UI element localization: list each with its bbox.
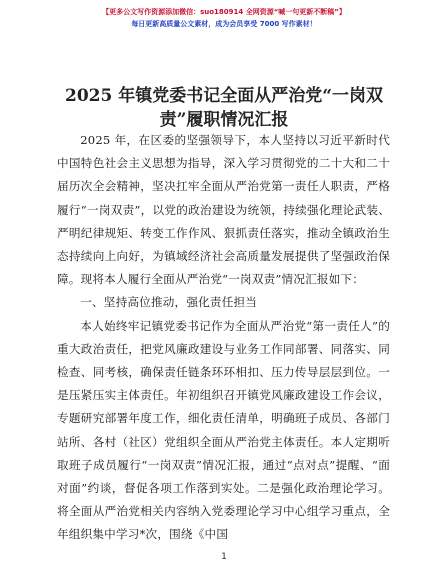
title-line-2: 责”履职情况汇报: [159, 110, 289, 130]
page-number: 1: [221, 552, 227, 562]
paragraph-intro: 2025 年，在区委的坚强领导下，本人坚持以习近平新时代中国特色社会主义思想为指导，深入学习贯彻党的二十大和二十届历次全会精神，坚决扛牢全面从严治党第一责任人职责，严格履行“一岗双责”，以党的政治建设为统领，持续强化理论武装、严明纪律规矩、转变工作作风、狠抓责任落实，推动全镇政治生态持续向上向好，为镇域经济社会高质量发展提供了坚强政治保障。现将本人履行全面从严治党“一岗双责”情况汇报如下：: [57, 133, 390, 287]
document-title: [24, 84, 424, 132]
section-heading: 一、坚持高位推动，强化责任担当: [80, 295, 258, 310]
paragraph-body: 本人始终牢记镇党委书记作为全面从严治党“第一责任人”的重大政治责任，把党风廉政建设与业务工作同部署、同落实、同检查、同考核，确保责任链条环环相扣、压力传导层层到位。一是压紧压实主体责任。年初组织召开镇党风廉政建设工作会议，专题研究部署年度工作，细化责任清单，明确班子成员、各部门站所、各村（社区）党组织全面从严治党主体责任。本人定期听取班子成员履行“一岗双责”情况汇报，通过“点对点”提醒、“面对面”约谈，督促各项工作落到实处。二是强化政治理论学习。将全面从严治党相关内容纳入党委理论学习中心组学习重点，全年组织集中学习*次，围绕《中国: [57, 318, 390, 542]
banner-line-1: 【更多公文写作资源添加微信：suo180914 全网资源“喊一句更新不断稿”】: [102, 8, 346, 16]
title-line-1: 2025 年镇党委书记全面从严治党“一岗双: [64, 86, 383, 106]
header-banner: [0, 6, 448, 30]
document-body: [57, 129, 390, 547]
banner-line-2: 每日更新高质量公文素材，成为会员享受 7000 写作素材！: [131, 20, 317, 28]
